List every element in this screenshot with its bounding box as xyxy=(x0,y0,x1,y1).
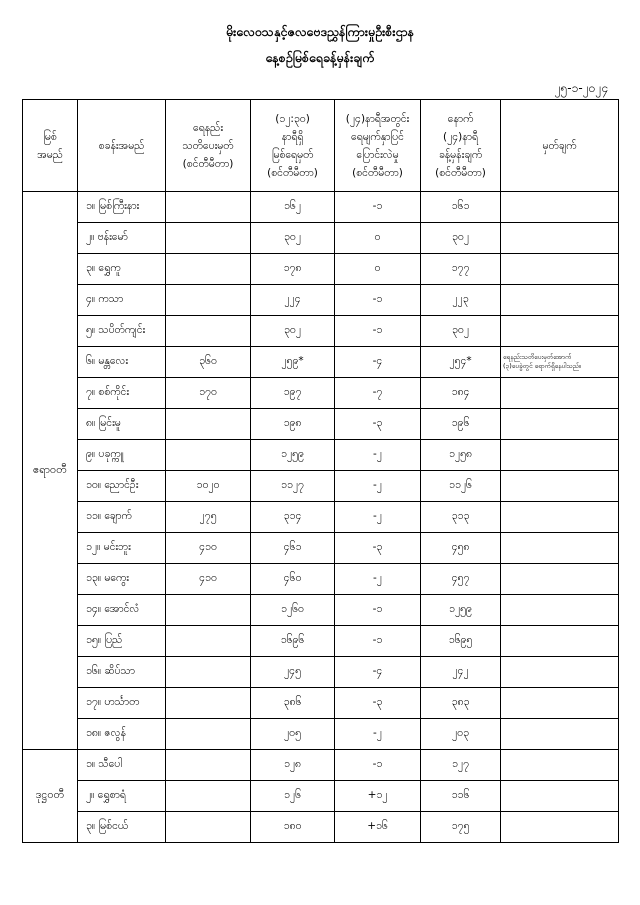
change-cell: -၄ xyxy=(335,347,421,378)
low-warning-cell xyxy=(166,688,251,719)
low-warning-cell xyxy=(166,626,251,657)
current-level-cell: ၄၆၀ xyxy=(251,564,335,595)
station-cell: ၁။ သီပေါ xyxy=(78,750,166,781)
remarks-cell xyxy=(501,595,619,626)
remarks-cell xyxy=(501,533,619,564)
station-cell: ၇။ စစ်ကိုင်း xyxy=(78,378,166,409)
header-24h-change: (၂၄)နာရီအတွင်း ရေမျက်နှာပြင် ပြောင်းလဲမှု (စင်တီမီတာ) xyxy=(335,100,421,192)
low-warning-cell xyxy=(166,285,251,316)
forecast-cell: ၁၂၅၈ xyxy=(421,440,501,471)
station-cell: ၁၆။ ဆိပ်သာ xyxy=(78,657,166,688)
forecast-cell: ၂၂၃ xyxy=(421,285,501,316)
low-warning-cell: ၄၁၀ xyxy=(166,564,251,595)
change-cell: -၁ xyxy=(335,626,421,657)
remarks-cell xyxy=(501,719,619,750)
change-cell: -၃ xyxy=(335,688,421,719)
station-cell: ၂။ ဗန်းမော် xyxy=(78,223,166,254)
report-title: နေ့စဉ်မြစ်ရေခန့်မှန်းချက် xyxy=(265,50,375,65)
change-cell: -၁ xyxy=(335,750,421,781)
forecast-cell: ၁၇၅ xyxy=(421,812,501,843)
table-row xyxy=(23,533,619,564)
station-cell: ၃။ ရွှေကူ xyxy=(78,254,166,285)
change-cell: -၃ xyxy=(335,409,421,440)
low-warning-cell xyxy=(166,440,251,471)
current-level-cell: ၃၈၆ xyxy=(251,688,335,719)
current-level-cell: ၂၅၉* xyxy=(251,347,335,378)
report-date: ၂၅-၁-၂၀၂၄ xyxy=(554,81,608,95)
change-cell: -၇ xyxy=(335,378,421,409)
change-cell: -၂ xyxy=(335,564,421,595)
station-cell: ၉။ ပခုက္ကူ xyxy=(78,440,166,471)
change-cell: ၀ xyxy=(335,223,421,254)
station-cell: ၁၂။ မင်းဘူး xyxy=(78,533,166,564)
change-cell: +၁၂ xyxy=(335,781,421,812)
table-row xyxy=(23,192,619,223)
forecast-cell: ၁၇၇ xyxy=(421,254,501,285)
current-level-cell: ၁၈၀ xyxy=(251,812,335,843)
header-low-warning: ရေနည်း သတိပေးမှတ် (စင်တီမီတာ) xyxy=(166,100,251,192)
current-level-cell: ၁၇၈ xyxy=(251,254,335,285)
forecast-cell: ၁၁၆ xyxy=(421,781,501,812)
remarks-cell xyxy=(501,781,619,812)
header-river: မြစ် အမည် xyxy=(23,100,78,192)
low-warning-cell xyxy=(166,812,251,843)
change-cell: -၂ xyxy=(335,719,421,750)
low-warning-cell: ၃၆၀ xyxy=(166,347,251,378)
current-level-cell: ၄၆၁ xyxy=(251,533,335,564)
forecast-cell: ၃၀၂ xyxy=(421,316,501,347)
remarks-cell xyxy=(501,688,619,719)
river-name-cell: ဒုဋ္ဌဝတီ xyxy=(23,750,78,843)
current-level-cell: ၁၆၉၆ xyxy=(251,626,335,657)
current-level-cell: ၁၂၆ xyxy=(251,781,335,812)
remarks-cell xyxy=(501,440,619,471)
low-warning-cell xyxy=(166,409,251,440)
change-cell: -၂ xyxy=(335,502,421,533)
table-row xyxy=(23,223,619,254)
table-row xyxy=(23,316,619,347)
table-row xyxy=(23,812,619,843)
table-row xyxy=(23,564,619,595)
forecast-cell: ၁၂၅၉ xyxy=(421,595,501,626)
table-row xyxy=(23,750,619,781)
remarks-cell xyxy=(501,657,619,688)
current-level-cell: ၁၆၂ xyxy=(251,192,335,223)
station-cell: ၁၇။ ဟင်္သာတ xyxy=(78,688,166,719)
station-cell: ၁၀။ ညောင်ဦး xyxy=(78,471,166,502)
table-row xyxy=(23,719,619,750)
low-warning-cell xyxy=(166,316,251,347)
current-level-cell: ၂၂၄ xyxy=(251,285,335,316)
remarks-cell xyxy=(501,564,619,595)
remarks-cell xyxy=(501,471,619,502)
remarks-cell xyxy=(501,285,619,316)
table-row xyxy=(23,471,619,502)
station-cell: ၈။ မြင်းမူ xyxy=(78,409,166,440)
current-level-cell: ၃၀၂ xyxy=(251,223,335,254)
forecast-cell: ၂၄၂ xyxy=(421,657,501,688)
remarks-cell xyxy=(501,378,619,409)
station-cell: ၁၄။ အောင်လံ xyxy=(78,595,166,626)
table-row xyxy=(23,285,619,316)
change-cell: -၁ xyxy=(335,285,421,316)
station-cell: ၁၁။ ချောက် xyxy=(78,502,166,533)
low-warning-cell xyxy=(166,595,251,626)
forecast-cell: ၃၀၂ xyxy=(421,223,501,254)
change-cell: -၁ xyxy=(335,316,421,347)
forecast-cell: ၁၉၆ xyxy=(421,409,501,440)
table-row xyxy=(23,378,619,409)
forecast-cell: ၄၅၇ xyxy=(421,564,501,595)
remarks-cell: ရေနည်းသတိပေးမှတ်အောက် (၃)ပေခွဲတွင် ရောက်ရှိနေပါသည်။ xyxy=(501,347,619,378)
station-cell: ၃။ မြစ်ငယ် xyxy=(78,812,166,843)
forecast-cell: ၁၂၇ xyxy=(421,750,501,781)
table-row xyxy=(23,657,619,688)
current-level-cell: ၂၀၅ xyxy=(251,719,335,750)
current-level-cell: ၃၀၂ xyxy=(251,316,335,347)
table-row xyxy=(23,254,619,285)
river-level-table xyxy=(22,99,619,843)
forecast-cell: ၁၆၁ xyxy=(421,192,501,223)
station-cell: ၁၃။ မကွေး xyxy=(78,564,166,595)
station-cell: ၁၅။ ပြည် xyxy=(78,626,166,657)
current-level-cell: ၁၂၅၉ xyxy=(251,440,335,471)
table-row xyxy=(23,595,619,626)
low-warning-cell: ၄၁၀ xyxy=(166,533,251,564)
remarks-cell xyxy=(501,626,619,657)
remarks-cell xyxy=(501,750,619,781)
forecast-cell: ၁၁၂၆ xyxy=(421,471,501,502)
remarks-cell xyxy=(501,409,619,440)
table-row xyxy=(23,626,619,657)
header-station: စခန်းအမည် xyxy=(78,100,166,192)
current-level-cell: ၁၉၇ xyxy=(251,378,335,409)
forecast-cell: ၁၈၄ xyxy=(421,378,501,409)
low-warning-cell xyxy=(166,750,251,781)
current-level-cell: ၁၉၈ xyxy=(251,409,335,440)
remarks-cell xyxy=(501,316,619,347)
low-warning-cell: ၁၀၂၀ xyxy=(166,471,251,502)
change-cell: -၄ xyxy=(335,657,421,688)
low-warning-cell: ၁၇၀ xyxy=(166,378,251,409)
change-cell: +၁၆ xyxy=(335,812,421,843)
change-cell: -၁ xyxy=(335,192,421,223)
current-level-cell: ၁၂၈ xyxy=(251,750,335,781)
forecast-cell: ၃၁၃ xyxy=(421,502,501,533)
remarks-cell xyxy=(501,812,619,843)
low-warning-cell xyxy=(166,657,251,688)
remarks-cell xyxy=(501,254,619,285)
station-cell: ၂။ ရွှေစာရံ xyxy=(78,781,166,812)
department-title: မိုးလေဝသနှင့်ဇလဗေဒညွှန်ကြားမှုဦးစီးဌာန xyxy=(225,24,415,39)
remarks-cell xyxy=(501,192,619,223)
table-row xyxy=(23,409,619,440)
forecast-cell: ၂၀၃ xyxy=(421,719,501,750)
remarks-cell xyxy=(501,223,619,254)
station-cell: ၁၈။ ဇလွန် xyxy=(78,719,166,750)
low-warning-cell: ၂၇၅ xyxy=(166,502,251,533)
forecast-cell: ၂၅၄* xyxy=(421,347,501,378)
current-level-cell: ၃၁၄ xyxy=(251,502,335,533)
low-warning-cell xyxy=(166,192,251,223)
header-forecast: နောက် (၂၄)နာရီ ခန့်မှန်းချက် (စင်တီမီတာ) xyxy=(421,100,501,192)
table-row xyxy=(23,502,619,533)
table-header-row xyxy=(23,100,619,192)
current-level-cell: ၁၂၆၀ xyxy=(251,595,335,626)
station-cell: ၆။ မန္တလေး xyxy=(78,347,166,378)
station-cell: ၁။ မြစ်ကြီးနား xyxy=(78,192,166,223)
remarks-cell xyxy=(501,502,619,533)
change-cell: ၀ xyxy=(335,254,421,285)
current-level-cell: ၂၄၅ xyxy=(251,657,335,688)
current-level-cell: ၁၁၂၇ xyxy=(251,471,335,502)
low-warning-cell xyxy=(166,719,251,750)
change-cell: -၂ xyxy=(335,440,421,471)
station-cell: ၄။ ကသာ xyxy=(78,285,166,316)
table-row xyxy=(23,781,619,812)
table-row xyxy=(23,440,619,471)
forecast-cell: ၄၅၈ xyxy=(421,533,501,564)
low-warning-cell xyxy=(166,223,251,254)
change-cell: -၃ xyxy=(335,533,421,564)
forecast-cell: ၁၆၉၅ xyxy=(421,626,501,657)
table-row xyxy=(23,347,619,378)
river-name-cell: ဧရာဝတီ xyxy=(23,192,78,750)
change-cell: -၂ xyxy=(335,471,421,502)
station-cell: ၅။ သပိတ်ကျင်း xyxy=(78,316,166,347)
header-remarks: မှတ်ချက် xyxy=(501,100,619,192)
low-warning-cell xyxy=(166,254,251,285)
table-row xyxy=(23,688,619,719)
header-current-level: (၁၂:၃၀) နာရီရှိ မြစ်ရေမှတ် (စင်တီမီတာ) xyxy=(251,100,335,192)
low-warning-cell xyxy=(166,781,251,812)
change-cell: -၁ xyxy=(335,595,421,626)
forecast-cell: ၃၈၃ xyxy=(421,688,501,719)
